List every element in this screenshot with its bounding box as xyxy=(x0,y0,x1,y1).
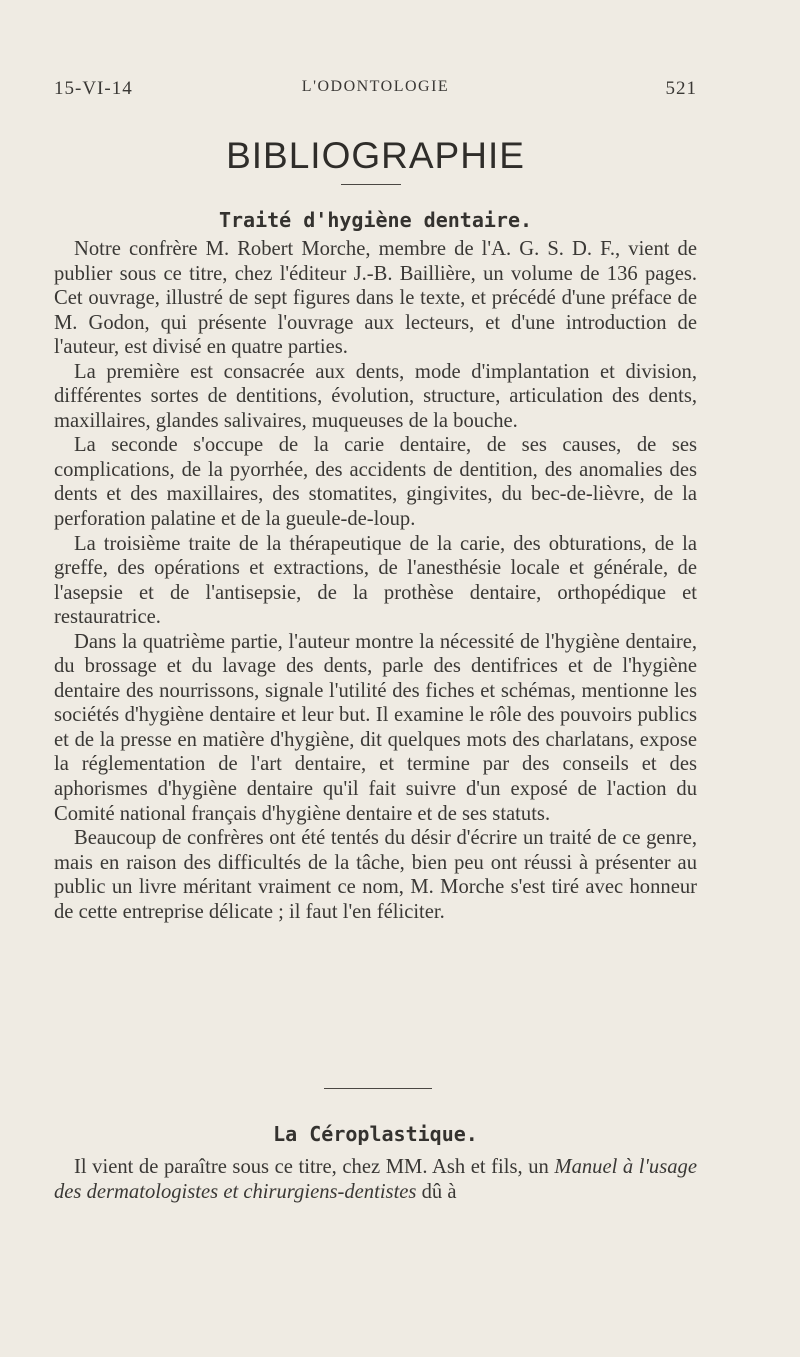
section-title: BIBLIOGRAPHIE xyxy=(226,135,525,176)
book-page xyxy=(54,0,697,1357)
book-title: Manuel à l'usage des dermatologistes et chirurgiens-dentistes xyxy=(54,1156,697,1203)
running-head xyxy=(54,78,697,102)
paragraph: Dans la quatrième partie, l'auteur montre la nécessité de l'hygiène dentaire, du brossage et du lavage des dents, parle des dentifrices et de l'hygiène dentaire des nourrissons, signale l'utilité des fiches et schémas, mentionne les sociétés d'hygiène dentaire et leur but. Il examine le rôle des pouvoirs publics et de la presse en matière d'hygiène, dit quelques mots des charlatans, expose la réglementation de l'art dentaire, et termine par des conseils et des aphorismes d'hygiène dentaire qu'il fait suivre d'un exposé de l'action du Comité national français d'hygiène dentaire et de ses statuts. xyxy=(54,630,697,825)
article-body-hygiene xyxy=(54,237,697,924)
paragraph: La troisième traite de la thérapeutique de la carie, des obturations, de la greffe, des opérations et extractions, de l'anesthésie locale et générale, de l'asepsie et de l'antisepsie, de la prothèse dentaire, orthopédique et restauratrice. xyxy=(54,532,697,629)
paragraph xyxy=(54,1155,697,1204)
paragraph-end: dû à xyxy=(416,1180,457,1203)
paragraph: La première est consacrée aux dents, mode d'implantation et division, différentes sortes de dentitions, évolution, structure, articulation des dents, maxillaires, glandes salivaires, muqueuses de la bouche. xyxy=(54,360,697,432)
article-separator-rule xyxy=(324,1088,432,1089)
article-body-ceroplastique xyxy=(54,1155,697,1204)
page-number: 521 xyxy=(665,78,697,99)
paragraph: La seconde s'occupe de la carie dentaire, de ses causes, de ses complications, de la pyorrhée, des accidents de dentition, des anomalies des dents et des maxillaires, des stomatites, gingivites, du bec-de-lièvre, de la perforation palatine et de la gueule-de-loup. xyxy=(54,434,697,531)
journal-name: L'ODONTOLOGIE xyxy=(301,78,450,95)
issue-date: 15-VI-14 xyxy=(54,78,133,99)
title-rule xyxy=(341,184,401,185)
paragraph: Notre confrère M. Robert Morche, membre de l'A. G. S. D. F., vient de publier sous ce titre, chez l'éditeur J.-B. Baillière, un volume de 136 pages. Cet ouvrage, illustré de sept figures dans le texte, et précédé d'une préface de M. Godon, qui présente l'ouvrage aux lecteurs, et d'une introduction de l'auteur, est divisé en quatre parties. xyxy=(54,238,697,359)
article-heading-ceroplastique: La Céroplastique. xyxy=(273,1122,478,1146)
paragraph-start: Il vient de paraître sous ce titre, chez MM. Ash et fils, un xyxy=(74,1156,549,1178)
paragraph: Beaucoup de confrères ont été tentés du désir d'écrire un traité de ce genre, mais en raison des difficultés de la tâche, bien peu ont réussi à présenter au public un livre méritant vraiment ce nom, M. Morche s'est tiré avec honneur de cette entreprise délicate ; il faut l'en féliciter. xyxy=(54,827,697,923)
article-heading-hygiene: Traité d'hygiène dentaire. xyxy=(218,208,533,232)
